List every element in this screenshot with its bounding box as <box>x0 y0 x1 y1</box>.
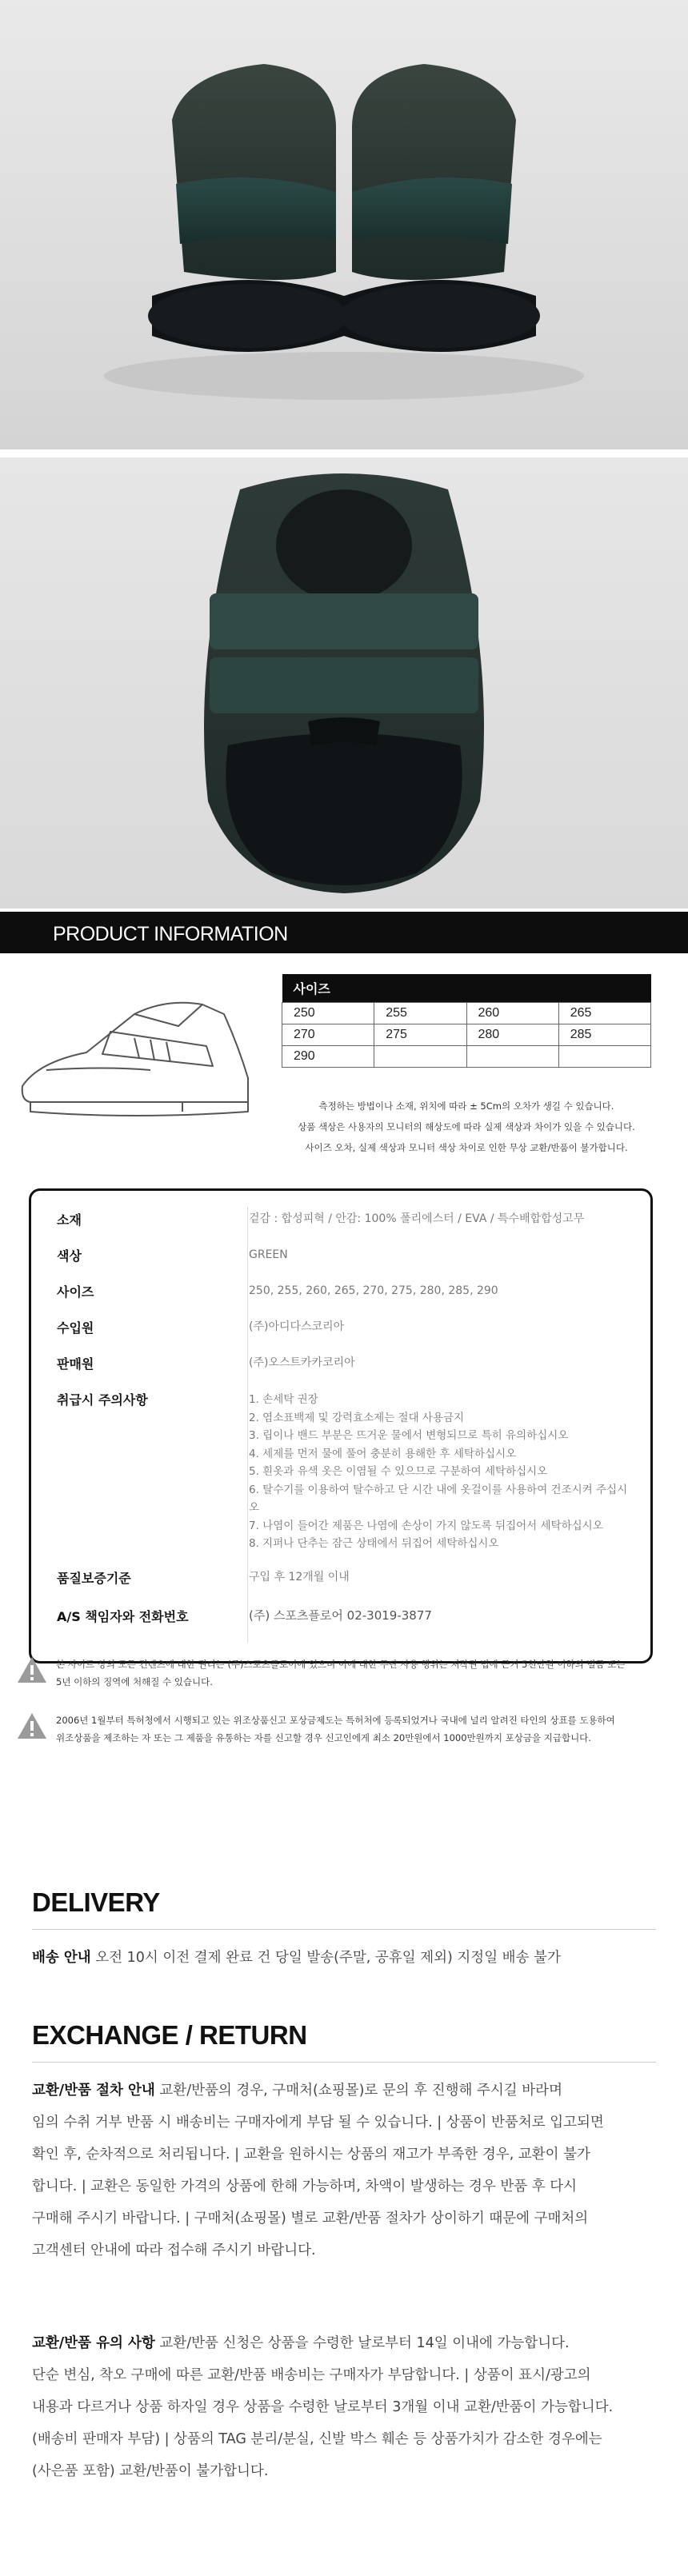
copyright-notice <box>16 1655 672 1692</box>
size-cell: 255 <box>374 1003 466 1024</box>
size-cell: 265 <box>558 1003 650 1024</box>
spec-label: 품질보증기준 <box>57 1571 131 1586</box>
exchange-line: 교환/반품 신청은 상품을 수령한 날로부터 14일 이내에 가능합니다. <box>154 2335 570 2351</box>
care-item: 2. 염소표백제 및 강력효소제는 절대 사용금지 <box>249 1411 465 1424</box>
exchange-divider <box>32 2062 656 2063</box>
size-table-header: 사이즈 <box>282 974 651 1003</box>
size-note: 상품 색상은 사용자의 모니터의 해상도에 따라 실제 색상과 차이가 있을 수 있습니다. <box>298 1121 635 1132</box>
care-item: 4. 세제를 먼저 물에 풀어 충분히 용해한 후 세탁하십시오 <box>249 1447 517 1460</box>
exchange-line: 구매해 주시기 바랍니다. | 구매처(쇼핑몰) 별로 교환/반품 절차가 상이하기 때문에 구매처의 <box>32 2211 589 2227</box>
exchange-caution-label: 교환/반품 유의 사항 <box>32 2335 155 2351</box>
delivery-text: 오전 10시 이전 결제 완료 건 당일 발송(주말, 공휴일 제외) 지정일 배송 불가 <box>90 1950 561 1966</box>
size-cell: 290 <box>282 1046 374 1068</box>
delivery-info <box>32 1942 656 1974</box>
warning-icon <box>16 1655 48 1684</box>
spec-label: 취급시 주의사항 <box>57 1392 148 1408</box>
care-item: 3. 립이나 밴드 부분은 뜨거운 물에서 변형되므로 특히 유의하십시오 <box>249 1429 569 1442</box>
size-row <box>282 1046 651 1068</box>
care-item: 1. 손세탁 권장 <box>249 1393 318 1406</box>
care-item: 8. 지퍼나 단추는 잠근 상태에서 뒤집어 세탁하십시오 <box>249 1537 499 1550</box>
spec-label: A/S 책임자와 전화번호 <box>57 1609 189 1624</box>
exchange-line: 임의 수취 거부 반품 시 배송비는 구매자에게 부담 될 수 있습니다. | 상품이 반품처로 입고되면 <box>32 2115 604 2131</box>
care-item: 7. 나염이 들어간 제품은 나염에 손상이 가지 않도록 뒤집어서 세탁하십시오 <box>249 1519 603 1532</box>
notice-line: 본 사이트 상의 모든 컨텐츠에 대한 권리는 (주)스포츠플로어에 있으며 이에 대한 무단 사용 행위는 저작권 법에 근거 5천만원 이하의 벌금 또는 <box>56 1659 626 1670</box>
size-note: 측정하는 방법이나 소재, 위치에 따라 ± 5Cm의 오차가 생길 수 있습니다. <box>318 1100 614 1112</box>
product-photo-rear <box>0 0 688 449</box>
care-item: 5. 흰옷과 유색 옷은 이염될 수 있으므로 구분하여 세탁하십시오 <box>249 1465 548 1478</box>
shoe-rear-illustration <box>0 0 688 449</box>
size-row <box>282 1003 651 1024</box>
size-cell: 250 <box>282 1003 374 1024</box>
spec-table <box>29 1188 653 1663</box>
size-cell <box>466 1046 558 1068</box>
counterfeit-notice <box>16 1711 672 1748</box>
spec-value: (주) 스포츠플로어 02-3019-3877 <box>249 1608 432 1623</box>
notice-text <box>56 1711 672 1747</box>
size-cell <box>374 1046 466 1068</box>
notice-line: 위조상품을 제조하는 자 또는 그 제품을 유통하는 자를 신고할 경우 신고인에게 최소 20만원에서 1000만원까지 포상금을 지급합니다. <box>56 1732 591 1743</box>
spec-value: 250, 255, 260, 265, 270, 275, 280, 285, 290 <box>249 1284 498 1297</box>
spec-value: 구입 후 12개월 이내 <box>249 1571 350 1584</box>
delivery-label: 배송 안내 <box>32 1950 91 1966</box>
spec-value-care-list <box>249 1391 633 1553</box>
warning-icon <box>16 1711 48 1740</box>
shoe-top-illustration <box>0 457 688 909</box>
size-table <box>282 974 651 1068</box>
spec-label: 수입원 <box>57 1320 94 1336</box>
size-note: 사이즈 오차, 실제 색상과 모니터 색상 차이로 인한 무상 교환/반품이 불가합니다. <box>305 1142 628 1153</box>
exchange-line: 합니다. | 교환은 동일한 가격의 상품에 한해 가능하며, 차액이 발생하는 경우 반품 후 다시 <box>32 2179 578 2195</box>
spec-value: (주)오스트카카코리아 <box>249 1356 355 1369</box>
spec-divider <box>247 1207 248 1643</box>
spec-value: GREEN <box>249 1248 288 1261</box>
size-cell: 275 <box>374 1024 466 1046</box>
exchange-line: 고객센터 안내에 따라 접수해 주시기 바랍니다. <box>32 2243 316 2258</box>
notice-line: 2006년 1월부터 특허청에서 시행되고 있는 위조상품신고 포상금제도는 특허처에 등록되었거나 국내에 널리 알려진 타인의 상표를 도용하여 <box>56 1715 615 1726</box>
size-cell <box>558 1046 650 1068</box>
spec-label: 색상 <box>57 1248 82 1264</box>
size-cell: 285 <box>558 1024 650 1046</box>
spec-value: 겉감 : 합성피혁 / 안감: 100% 폴리에스터 / EVA / 특수배합합성고무 <box>249 1212 585 1225</box>
notice-text <box>56 1655 672 1691</box>
exchange-line: 확인 후, 순차적으로 처리됩니다. | 교환을 원하시는 상품의 재고가 부족한 경우, 교환이 불가 <box>32 2147 590 2163</box>
size-cell: 270 <box>282 1024 374 1046</box>
spec-label: 사이즈 <box>57 1284 94 1300</box>
exchange-line: 단순 변심, 착오 구매에 따른 교환/반품 배송비는 구매자가 부담합니다. | 상품이 표시/광고의 <box>32 2367 591 2383</box>
spec-label: 소재 <box>57 1212 82 1228</box>
product-photo-top <box>0 457 688 909</box>
exchange-title: EXCHANGE / RETURN <box>32 2020 307 2050</box>
exchange-line: (배송비 판매자 부담) | 상품의 TAG 분리/분실, 신발 박스 훼손 등 상품가치가 감소한 경우에는 <box>32 2431 602 2447</box>
product-info-heading: PRODUCT INFORMATION <box>53 923 288 945</box>
delivery-divider <box>32 1929 656 1930</box>
delivery-title: DELIVERY <box>32 1887 160 1917</box>
shoe-sketch-icon <box>14 990 262 1126</box>
size-notes <box>282 1096 651 1158</box>
exchange-procedure-label: 교환/반품 절차 안내 <box>32 2083 155 2099</box>
product-info-bar <box>0 912 688 953</box>
notice-line: 5년 이하의 징역에 처해질 수 있습니다. <box>56 1676 213 1687</box>
size-row <box>282 1024 651 1046</box>
spec-label: 판매원 <box>57 1356 94 1372</box>
care-item: 6. 탈수기를 이용하여 탈수하고 단 시간 내에 옷걸이를 사용하여 건조시켜 주십시오 <box>249 1483 628 1514</box>
spec-value: (주)아디다스코리아 <box>249 1320 345 1333</box>
exchange-caution <box>32 2327 656 2487</box>
size-cell: 260 <box>466 1003 558 1024</box>
exchange-line: 교환/반품의 경우, 구매처(쇼핑몰)로 문의 후 진행해 주시길 바라며 <box>154 2083 562 2099</box>
exchange-line: (사은품 포함) 교환/반품이 불가합니다. <box>32 2463 269 2479</box>
size-cell: 280 <box>466 1024 558 1046</box>
exchange-line: 내용과 다르거나 상품 하자일 경우 상품을 수령한 날로부터 3개월 이내 교환/반품이 가능합니다. <box>32 2399 614 2415</box>
exchange-procedure <box>32 2075 656 2266</box>
